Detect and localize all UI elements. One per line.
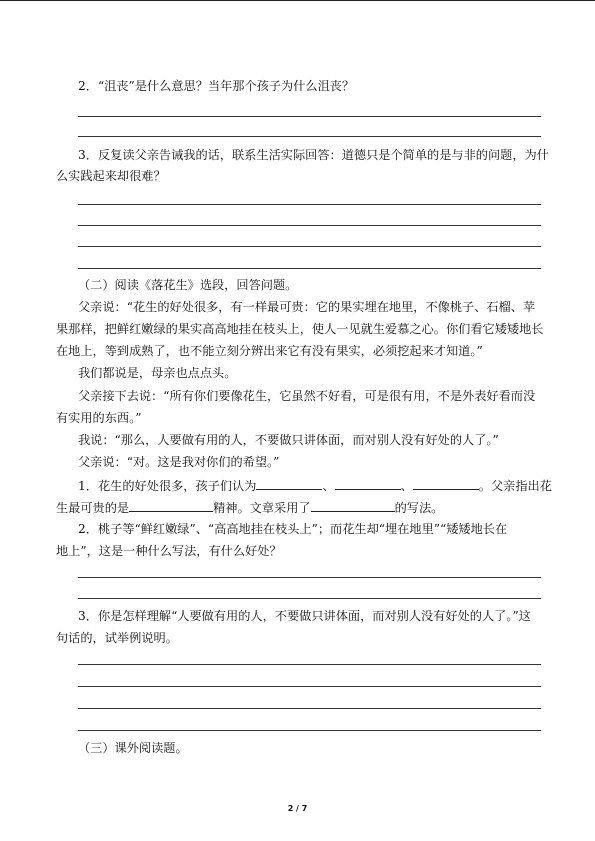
passage-line: 在地上，等到成熟了，也不能立刻分辨出来它有没有果实，必须挖起来才知道。” (56, 344, 483, 358)
answer-line (78, 686, 541, 687)
question-1-text: 生最可贵的是 (56, 501, 130, 515)
fill-blank-1[interactable] (256, 476, 322, 490)
question-2: 2．“沮丧”是什么意思？当年那个孩子为什么沮丧？ (78, 79, 355, 93)
passage-line: 父亲接下去说：“所有你们要像花生，它虽然不好看，可是很有用，不是外表好看而没 (78, 389, 536, 403)
question-3-line2: 句话的，试举例说明。 (56, 631, 178, 645)
question-1-text: 1．花生的好处很多，孩子们认为 (78, 479, 257, 493)
fill-blank-2[interactable] (335, 476, 401, 490)
question-3-line1: 3．反复读父亲告诫我的话，联系生活实际回答：道德只是个简单的是与非的问题，为什 (78, 148, 549, 162)
answer-line (78, 730, 541, 731)
passage-line: 父亲说：“花生的好处很多，有一样最可贵：它的果实埋在地里，不像桃子、石榴、苹 (78, 300, 536, 314)
answer-line (78, 116, 541, 117)
fill-blank-5[interactable] (311, 498, 395, 512)
answer-line (78, 136, 541, 137)
passage-line: 果那样，把鲜红嫩绿的果实高高地挂在枝头上，使人一见就生爱慕之心。你们看它矮矮地长 (56, 322, 544, 336)
answer-line (78, 268, 541, 269)
section-2-heading: （二）阅读《落花生》选段，回答问题。 (78, 278, 298, 292)
page-number: 2 / 7 (287, 804, 308, 813)
fill-blank-3[interactable] (413, 476, 479, 490)
answer-line (78, 664, 541, 665)
fill-blank-4[interactable] (129, 498, 213, 512)
passage-line: 父亲说：“对。这是我对你们的希望。” (78, 455, 280, 469)
section-3-heading: （三）课外阅读题。 (78, 741, 188, 755)
question-3-line1: 3．你是怎样理解“人要做有用的人，不要做只讲体面，而对别人没有好处的人了。”这 (78, 609, 531, 623)
passage-line: 我说：“那么，人要做有用的人，不要做只讲体面，而对别人没有好处的人了。” (78, 433, 499, 447)
question-1-text: 的写法。 (394, 501, 444, 515)
answer-line (78, 246, 541, 247)
question-2-line2: 地上”，这是一种什么写法，有什么好处？ (56, 544, 282, 558)
question-1-text: 。父亲指出花 (478, 479, 552, 493)
passage-line: 有实用的东西。” (56, 411, 142, 425)
passage-line: 我们都说是，母亲也点点头。 (78, 366, 237, 380)
answer-line (78, 577, 541, 578)
answer-line (78, 708, 541, 709)
separator: 、 (400, 479, 413, 493)
question-3-line2: 么实践起来却很难？ (56, 169, 166, 183)
question-1-line1 (78, 476, 552, 494)
question-1-line2 (56, 498, 443, 516)
separator: 、 (322, 479, 335, 493)
question-2-line1: 2．桃子等“鲜红嫩绿”、“高高地挂在枝头上”；而花生却“埋在地里”“矮矮地长在 (78, 522, 508, 536)
top-border (0, 0, 595, 1)
question-1-text: 精神。文章采用了 (213, 501, 311, 515)
answer-line (78, 225, 541, 226)
answer-line (78, 598, 541, 599)
answer-line (78, 204, 541, 205)
